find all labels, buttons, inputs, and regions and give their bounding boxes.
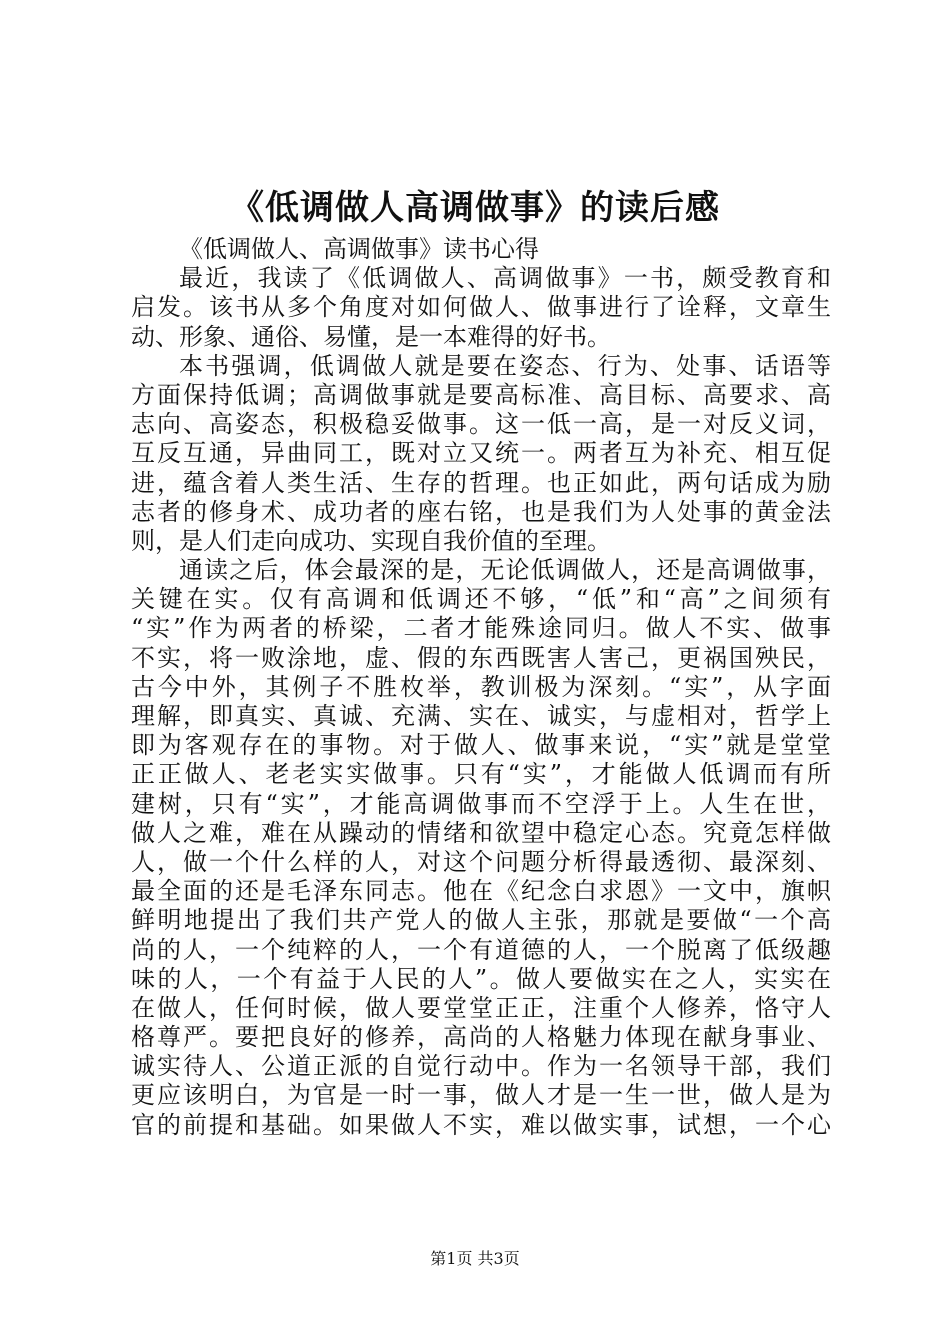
paragraph-2	[131, 352, 831, 556]
paragraph-line: 官的前提和基础。如果做人不实，难以做实事，试想，一个心	[131, 1110, 831, 1139]
paragraph-line: 做人之难，难在从躁动的情绪和欲望中稳定心态。究竟怎样做	[131, 818, 831, 847]
document-subtitle: 《低调做人、高调做事》读书心得	[179, 235, 539, 263]
paragraph-line: 关键在实。仅有高调和低调还不够，“低”和“高”之间须有	[131, 585, 831, 614]
paragraph-3	[131, 556, 831, 1140]
paragraph-line: 动、形象、通俗、易懂，是一本难得的好书。	[131, 322, 611, 351]
document-body	[131, 235, 831, 1140]
paragraph-line: 正正做人、老老实实做事。只有“实”，才能做人低调而有所	[131, 760, 831, 789]
paragraph-line: 在做人，任何时候，做人要堂堂正正，注重个人修养，恪守人	[131, 993, 831, 1022]
paragraph-line: 志向、高姿态，积极稳妥做事。这一低一高，是一对反义词，	[131, 410, 831, 439]
page-number-footer: 第1页 共3页	[430, 1249, 520, 1268]
paragraph-line: 格尊严。要把良好的修养，高尚的人格魅力体现在献身事业、	[131, 1023, 831, 1052]
paragraph-line: 人，做一个什么样的人，对这个问题分析得最透彻、最深刻、	[131, 847, 831, 876]
paragraph-line: 尚的人，一个纯粹的人，一个有道德的人，一个脱离了低级趣	[131, 935, 831, 964]
paragraph-line: 古今中外，其例子不胜枚举，教训极为深刻。“实”，从字面	[131, 672, 831, 701]
paragraph-line: 更应该明白，为官是一时一事，做人才是一生一世，做人是为	[131, 1081, 831, 1110]
paragraph-line: 即为客观存在的事物。对于做人、做事来说，“实”就是堂堂	[131, 731, 831, 760]
document-title: 《低调做人高调做事》的读后感	[230, 188, 720, 228]
paragraph-line: “实”作为两者的桥梁，二者才能殊途同归。做人不实、做事	[131, 614, 831, 643]
paragraph-line: 志者的修身术、成功者的座右铭，也是我们为人处事的黄金法	[131, 497, 831, 526]
paragraph-line: 建树，只有“实”，才能高调做事而不空浮于上。人生在世，	[131, 789, 831, 818]
paragraph-1	[131, 264, 831, 352]
paragraph-line: 不实，将一败涂地，虚、假的东西既害人害己，更祸国殃民，	[131, 643, 831, 672]
paragraph-line: 味的人，一个有益于人民的人”。做人要做实在之人，实实在	[131, 964, 831, 993]
paragraph-line: 理解，即真实、真诚、充满、实在、诚实，与虚相对，哲学上	[131, 702, 831, 730]
paragraph-line: 最近，我读了《低调做人、高调做事》一书，颇受教育和	[179, 264, 831, 293]
paragraph-line: 通读之后，体会最深的是，无论低调做人，还是高调做事，	[179, 556, 831, 585]
paragraph-line: 互反互通，异曲同工，既对立又统一。两者互为补充、相互促	[131, 439, 831, 468]
paragraph-line: 进，蕴含着人类生活、生存的哲理。也正如此，两句话成为励	[131, 468, 831, 497]
paragraph-line: 本书强调，低调做人就是要在姿态、行为、处事、话语等	[179, 351, 831, 380]
paragraph-line: 方面保持低调；高调做事就是要高标准、高目标、高要求、高	[131, 380, 831, 409]
paragraph-line: 则，是人们走向成功、实现自我价值的至理。	[131, 526, 611, 555]
paragraph-line: 诚实待人、公道正派的自觉行动中。作为一名领导干部，我们	[131, 1052, 831, 1081]
paragraph-line: 启发。该书从多个角度对如何做人、做事进行了诠释，文章生	[131, 293, 831, 322]
paragraph-line: 最全面的还是毛泽东同志。他在《纪念白求恩》一文中，旗帜	[131, 877, 831, 906]
paragraph-line: 鲜明地提出了我们共产党人的做人主张，那就是要做“一个高	[131, 906, 831, 935]
